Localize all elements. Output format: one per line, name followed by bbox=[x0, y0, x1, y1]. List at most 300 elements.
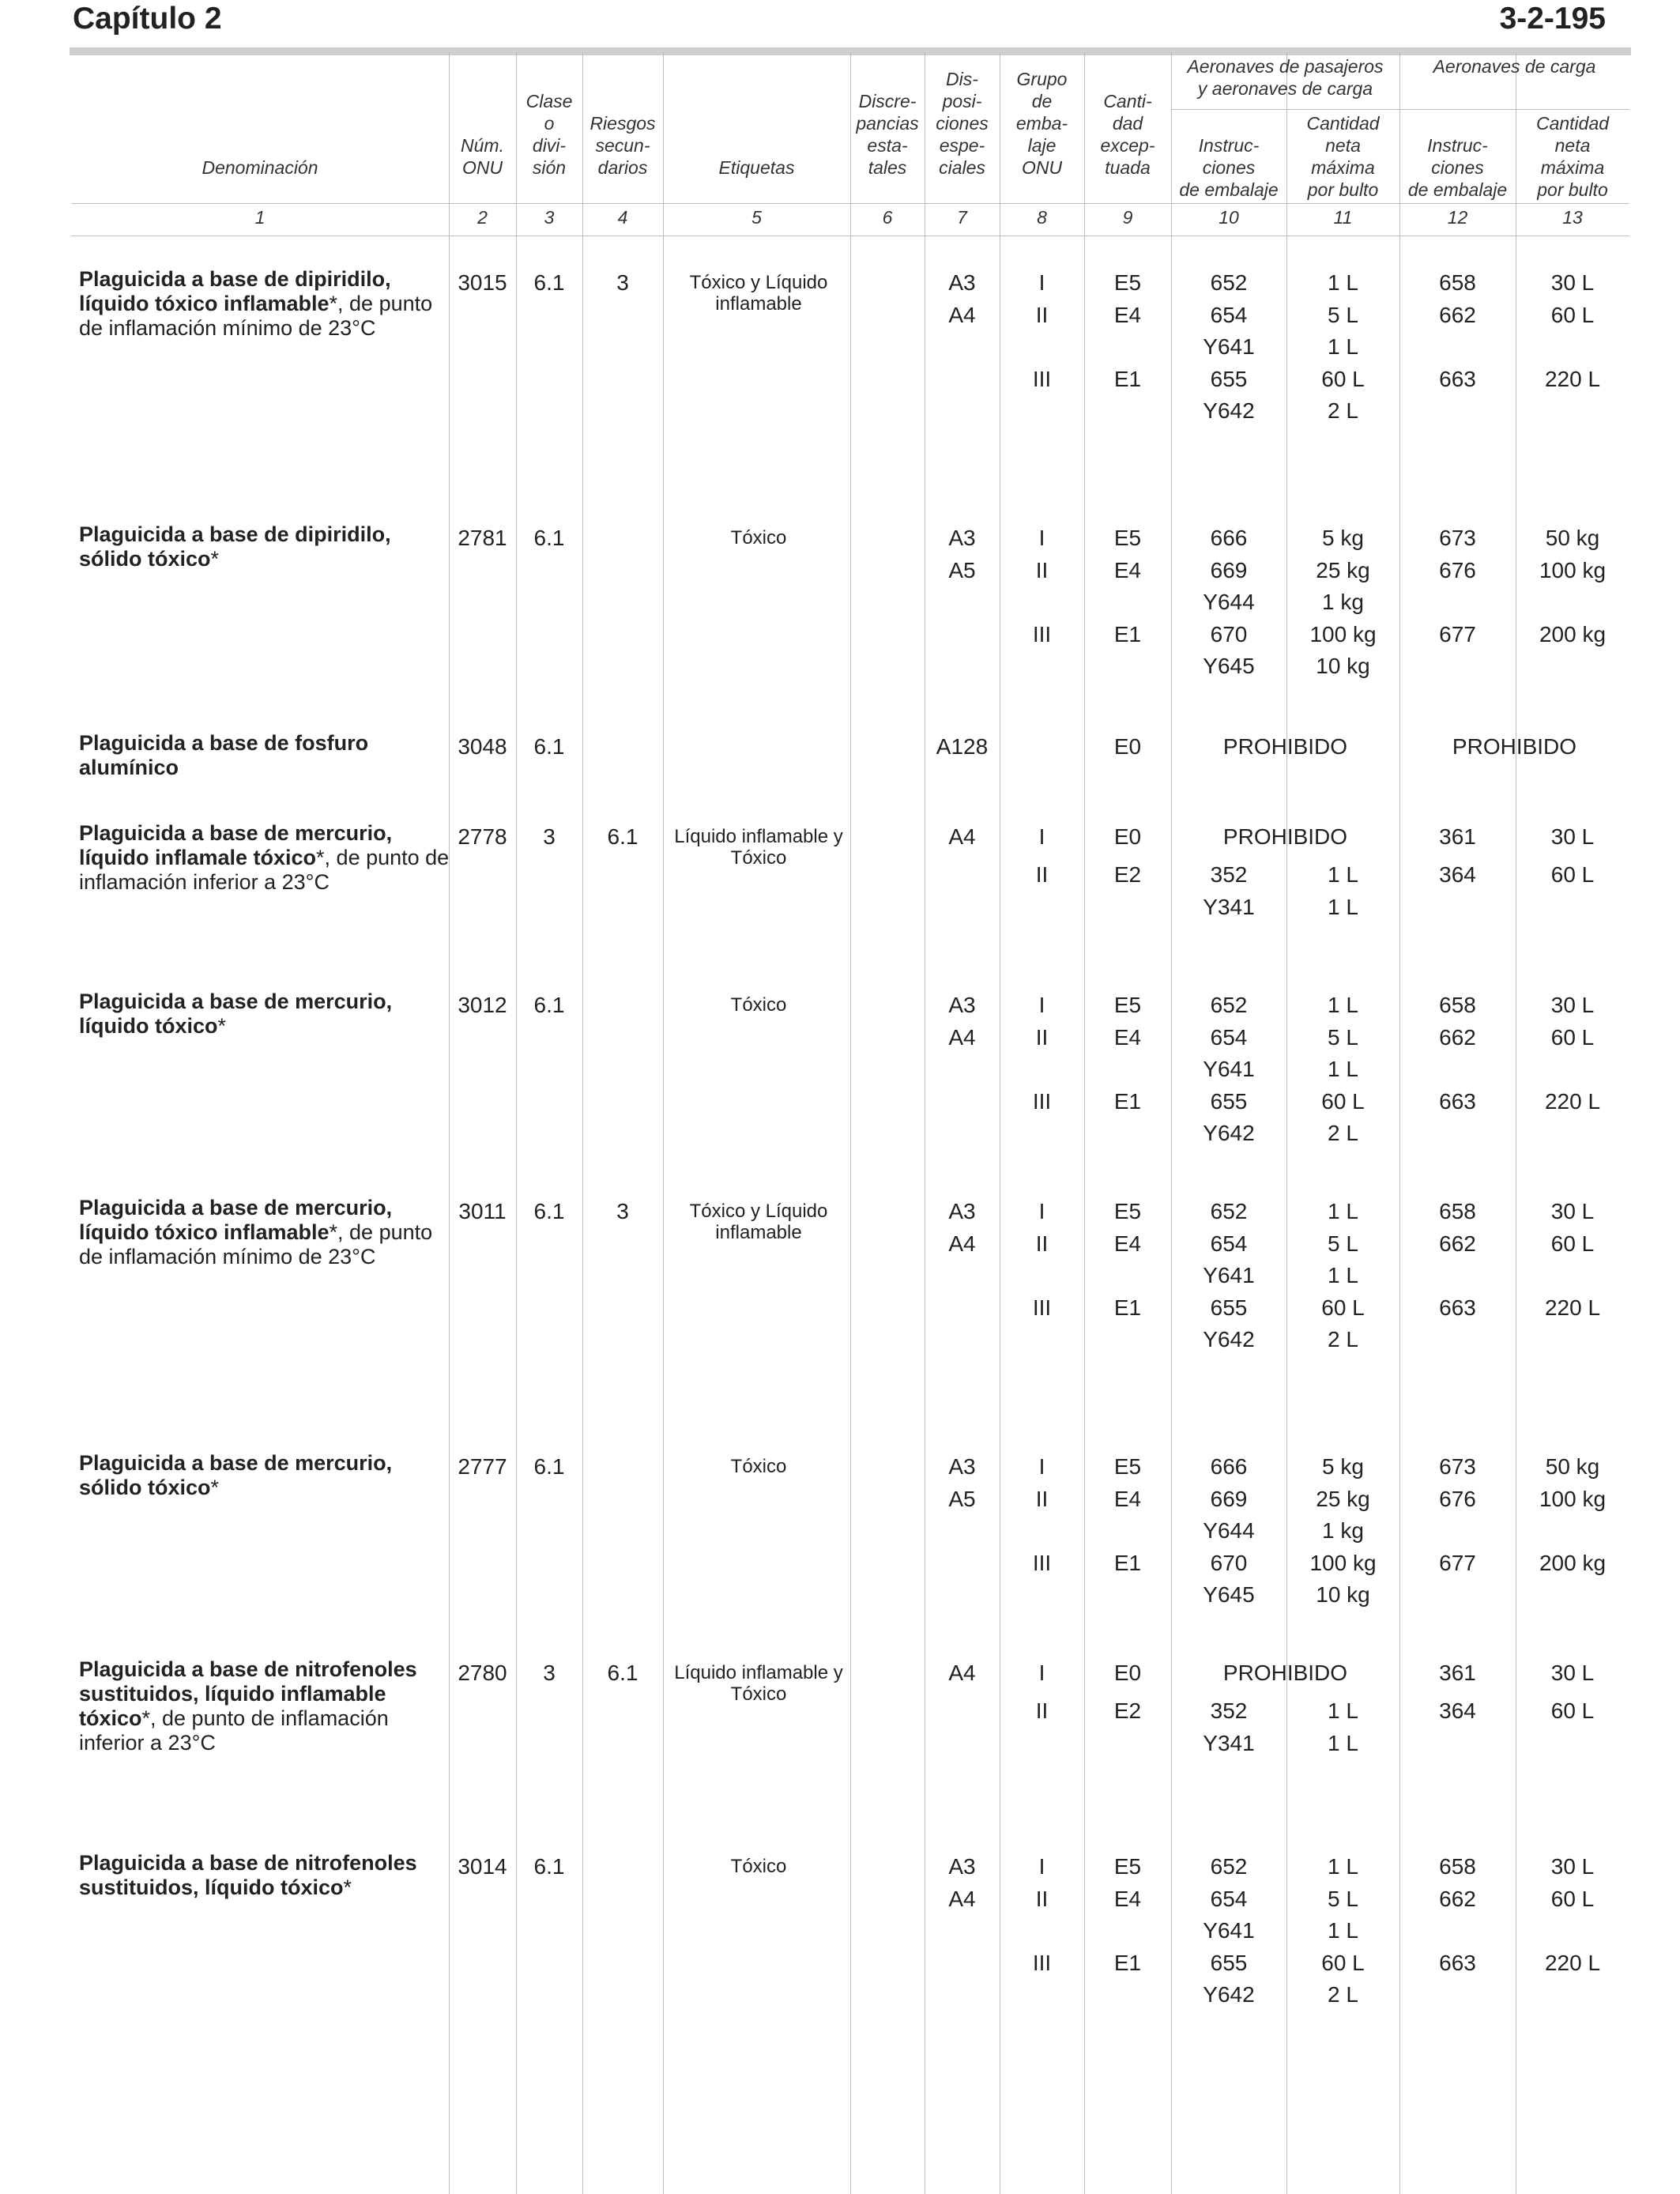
cargo-max-quantity-value bbox=[1516, 395, 1629, 428]
packing-group-value: III bbox=[1032, 1088, 1052, 1114]
packing-group-value bbox=[1000, 1915, 1084, 1947]
excepted-quantity-value bbox=[1084, 1728, 1171, 1760]
subsidiary-risk bbox=[582, 821, 663, 854]
class-division-value: 3 bbox=[543, 1661, 556, 1685]
passenger-packing-instruction-value: Y641 bbox=[1203, 1057, 1255, 1081]
packing-group-value: II bbox=[1035, 557, 1049, 582]
passenger-packing-instruction-value: 654 bbox=[1210, 302, 1248, 327]
header-disposiciones-line: ciales bbox=[939, 157, 985, 178]
subsidiary-risk bbox=[582, 1451, 663, 1483]
cargo-packing-instruction-value: 677 bbox=[1439, 1550, 1476, 1575]
cargo-max-quantity bbox=[1516, 1196, 1629, 1356]
packing-group-value: II bbox=[1035, 302, 1049, 327]
un-number-value: 2780 bbox=[458, 1661, 507, 1685]
passenger-packing-instruction-value: 654 bbox=[1210, 1231, 1248, 1256]
cargo-max-quantity-value: 100 kg bbox=[1539, 557, 1607, 582]
cargo-max-quantity-value: 30 L bbox=[1550, 270, 1595, 295]
excepted-quantity-value: E4 bbox=[1113, 1231, 1142, 1256]
header-grupo-line: ONU bbox=[1021, 157, 1063, 178]
cargo-packing-instruction-value bbox=[1399, 1915, 1516, 1947]
excepted-quantity-value: E1 bbox=[1113, 621, 1142, 647]
header-grupo bbox=[1000, 68, 1084, 179]
substance-name-rest: * bbox=[210, 547, 220, 571]
passenger-packing-instruction-value: 669 bbox=[1210, 1486, 1248, 1511]
excepted-quantity-value bbox=[1084, 586, 1171, 619]
header-discrepancias-line: pancias bbox=[856, 113, 919, 134]
passenger-max-quantity-value: 5 L bbox=[1328, 1886, 1358, 1911]
special-provisions-value: A3 bbox=[948, 1454, 976, 1479]
substance-name-bold: Plaguicida a base de dipiridilo, sólido tóxico bbox=[79, 522, 391, 571]
class-division-value: 6.1 bbox=[533, 993, 565, 1017]
header-denominacion bbox=[71, 156, 449, 179]
un-number bbox=[449, 821, 516, 854]
packing-group-value: II bbox=[1035, 1231, 1049, 1256]
cargo-packing-instruction-value bbox=[1399, 331, 1516, 364]
packing-group-value bbox=[1000, 1324, 1084, 1356]
substance-name-bold: Plaguicida a base de dipiridilo, líquido tóxico inflamable bbox=[79, 267, 391, 315]
passenger-packing-instruction-value: 666 bbox=[1210, 1454, 1248, 1479]
packing-group-value bbox=[1000, 586, 1084, 619]
header-grupo-line: laje bbox=[1027, 135, 1057, 156]
passenger-packing-instruction-value: 352 bbox=[1210, 1698, 1248, 1723]
cargo-packing-instruction-value bbox=[1399, 1324, 1516, 1356]
excepted-quantity-value: E2 bbox=[1113, 1698, 1142, 1723]
packing-group-value: I bbox=[1038, 1661, 1045, 1685]
passenger-max-quantity-value: 5 kg bbox=[1322, 526, 1364, 550]
cargo-max-quantity-value: 220 L bbox=[1544, 1295, 1601, 1320]
class-division-value: 6.1 bbox=[533, 1854, 565, 1879]
substance-name-bold: Plaguicida a base de nitrofenoles sustituidos, líquido inflamable tóxico bbox=[79, 1657, 417, 1730]
packing-group bbox=[1000, 522, 1084, 683]
passenger-max-quantity-value: 1 L bbox=[1328, 1057, 1358, 1081]
passenger-max-quantity-value: 60 L bbox=[1321, 1088, 1365, 1114]
packing-group-value bbox=[1000, 1579, 1084, 1612]
passenger-max-quantity-value: 5 L bbox=[1328, 1024, 1358, 1050]
header-pasajeros-group bbox=[1171, 55, 1399, 100]
excepted-quantity-value bbox=[1084, 892, 1171, 924]
class-division-value: 6.1 bbox=[533, 734, 565, 759]
header-cantidad-exceptuada-line: Canti- bbox=[1103, 91, 1152, 111]
passenger-packing-instruction-value: 655 bbox=[1210, 1088, 1248, 1114]
header-clase-line: Clase bbox=[525, 91, 573, 111]
passenger-max-quantity-value: 1 L bbox=[1328, 1199, 1358, 1223]
un-number bbox=[449, 522, 516, 555]
cargo-max-quantity-value bbox=[1516, 1260, 1629, 1292]
class-division-value: 6.1 bbox=[533, 270, 565, 295]
header-instrucciones-carga-line: Instruc- bbox=[1427, 135, 1488, 156]
excepted-quantity-value bbox=[1084, 331, 1171, 364]
passenger-packing-instruction bbox=[1171, 522, 1286, 683]
column-number: 13 bbox=[1562, 207, 1583, 228]
column-number: 10 bbox=[1219, 207, 1239, 228]
un-number-value: 3012 bbox=[458, 993, 507, 1017]
column-number: 12 bbox=[1447, 207, 1468, 228]
column-number: 9 bbox=[1122, 207, 1133, 228]
cargo-packing-instruction-value: 364 bbox=[1439, 862, 1476, 887]
packing-group-value: II bbox=[1035, 1698, 1049, 1723]
header-carga-group-line: Aeronaves de carga bbox=[1433, 56, 1596, 77]
header-riesgos-line: darios bbox=[597, 157, 648, 178]
excepted-quantity-value: E5 bbox=[1113, 1199, 1142, 1223]
header-cantidad-exceptuada-line: dad bbox=[1112, 113, 1143, 134]
cargo-max-quantity-value bbox=[1516, 1324, 1629, 1356]
excepted-quantity bbox=[1084, 731, 1171, 763]
passenger-packing-instruction-value: 666 bbox=[1210, 526, 1248, 550]
class-division bbox=[516, 821, 582, 854]
cargo-max-quantity-value: 30 L bbox=[1550, 993, 1595, 1017]
packing-group-value bbox=[1000, 1118, 1084, 1150]
un-number bbox=[449, 990, 516, 1022]
packing-group bbox=[1000, 1196, 1084, 1356]
passenger-packing-instruction-value: Y642 bbox=[1203, 1982, 1255, 2007]
passenger-max-quantity-value: 1 kg bbox=[1322, 1518, 1364, 1543]
passenger-packing-instruction-value: Y645 bbox=[1203, 654, 1255, 678]
excepted-quantity-value: E0 bbox=[1113, 824, 1142, 849]
substance-name bbox=[79, 1657, 450, 1755]
packing-group-value: III bbox=[1032, 1950, 1052, 1975]
cargo-max-quantity-value: 60 L bbox=[1550, 1231, 1595, 1256]
special-provisions-value: A128 bbox=[936, 734, 989, 759]
excepted-quantity-value bbox=[1084, 1979, 1171, 2011]
cargo-packing-instruction-value: 658 bbox=[1439, 1854, 1476, 1879]
cargo-max-quantity bbox=[1516, 267, 1629, 428]
excepted-quantity-value: E4 bbox=[1113, 1024, 1142, 1050]
header-grupo-line: Grupo bbox=[1016, 69, 1068, 89]
packing-group bbox=[1000, 267, 1084, 428]
passenger-packing-instruction-value: Y642 bbox=[1203, 398, 1255, 423]
cargo-max-quantity bbox=[1516, 1451, 1629, 1612]
un-number bbox=[449, 267, 516, 300]
class-division bbox=[516, 1657, 582, 1690]
excepted-quantity-value: E5 bbox=[1113, 270, 1142, 295]
substance-name bbox=[79, 731, 450, 780]
column-number: 2 bbox=[477, 207, 488, 228]
cargo-max-quantity-value: 30 L bbox=[1550, 1661, 1595, 1685]
excepted-quantity-value bbox=[1084, 1515, 1171, 1547]
special-provisions bbox=[925, 821, 1000, 854]
subsidiary-risk-value: 6.1 bbox=[607, 824, 638, 849]
excepted-quantity-value: E5 bbox=[1113, 1854, 1142, 1879]
header-num-onu bbox=[449, 134, 516, 179]
packing-group-value: I bbox=[1038, 270, 1045, 295]
subsidiary-risk-value: 6.1 bbox=[607, 1661, 638, 1685]
header-cantidad-exceptuada-line: excep- bbox=[1100, 135, 1155, 156]
cargo-packing-instruction-value: 673 bbox=[1439, 526, 1476, 550]
substance-name bbox=[79, 1851, 450, 1900]
special-provisions bbox=[925, 731, 1000, 763]
special-provisions-value: A4 bbox=[948, 824, 976, 849]
header-clase bbox=[516, 90, 582, 179]
header-denominacion-line: Denominación bbox=[202, 157, 318, 178]
passenger-packing-instruction-value: Y641 bbox=[1203, 1918, 1255, 1943]
excepted-quantity-value bbox=[1084, 395, 1171, 428]
substance-name bbox=[79, 267, 450, 341]
cargo-packing-instruction-value: 361 bbox=[1439, 1661, 1476, 1685]
passenger-packing-instruction-value: Y642 bbox=[1203, 1121, 1255, 1145]
subsidiary-risk-value bbox=[582, 1451, 663, 1483]
class-division bbox=[516, 1851, 582, 1883]
cargo-packing-instruction-value: 676 bbox=[1439, 1486, 1476, 1511]
passenger-max-quantity-value: 10 kg bbox=[1316, 654, 1370, 678]
excepted-quantity bbox=[1084, 1851, 1171, 2011]
header-disposiciones-line: posi- bbox=[942, 91, 982, 111]
labels: Líquido inflamable y Tóxico bbox=[674, 826, 843, 869]
passenger-packing-instruction-value: 652 bbox=[1210, 1854, 1248, 1879]
subsidiary-risk-value bbox=[582, 731, 663, 763]
passenger-packing-instruction-value: Y644 bbox=[1203, 1518, 1255, 1543]
forbidden-cargo: PROHIBIDO bbox=[1452, 734, 1577, 759]
special-provisions-value: A3 bbox=[948, 270, 976, 295]
cargo-packing-instruction bbox=[1399, 522, 1516, 683]
class-division-value: 6.1 bbox=[533, 1199, 565, 1223]
subsidiary-risk bbox=[582, 267, 663, 300]
special-provisions-value: A3 bbox=[948, 1854, 976, 1879]
cargo-max-quantity-value: 50 kg bbox=[1545, 526, 1600, 550]
column-number: 8 bbox=[1037, 207, 1047, 228]
cargo-max-quantity bbox=[1516, 522, 1629, 683]
cargo-max-quantity-value: 30 L bbox=[1550, 824, 1595, 849]
substance-name bbox=[79, 1451, 450, 1500]
special-provisions bbox=[925, 1451, 1000, 1515]
substance-name-rest: * bbox=[210, 1476, 220, 1499]
excepted-quantity-value: E5 bbox=[1113, 993, 1142, 1017]
subsidiary-risk bbox=[582, 1851, 663, 1883]
passenger-max-quantity-value: 1 L bbox=[1328, 1918, 1358, 1943]
excepted-quantity bbox=[1084, 267, 1171, 428]
header-discrepancias-line: Discre- bbox=[858, 91, 917, 111]
substance-name-bold: Plaguicida a base de fosfuro alumínico bbox=[79, 731, 369, 779]
cargo-max-quantity-value: 50 kg bbox=[1545, 1454, 1600, 1479]
cargo-max-quantity-value bbox=[1516, 586, 1629, 619]
class-division bbox=[516, 1196, 582, 1228]
passenger-packing-instruction-value: Y645 bbox=[1203, 1582, 1255, 1607]
cargo-packing-instruction-value: 361 bbox=[1439, 824, 1476, 849]
excepted-quantity-value: E1 bbox=[1113, 1950, 1142, 1975]
substance-name-rest: *, de punto de inflamación inferior a 23°C bbox=[79, 1706, 389, 1755]
excepted-quantity-value bbox=[1084, 1915, 1171, 1947]
passenger-max-quantity bbox=[1286, 267, 1399, 428]
header-riesgos bbox=[582, 112, 663, 179]
excepted-quantity-value bbox=[1084, 1054, 1171, 1086]
cargo-packing-instruction bbox=[1399, 1695, 1516, 1759]
cargo-max-quantity-value bbox=[1516, 1979, 1629, 2011]
cargo-packing-instruction-value: 677 bbox=[1439, 621, 1476, 647]
passenger-max-quantity-value: 60 L bbox=[1321, 1950, 1365, 1975]
cargo-max-quantity-value: 60 L bbox=[1550, 1886, 1595, 1911]
excepted-quantity-value: E4 bbox=[1113, 557, 1142, 582]
header-riesgos-line: secun- bbox=[595, 135, 650, 156]
cargo-max-quantity bbox=[1516, 821, 1629, 854]
passenger-max-quantity-value: 2 L bbox=[1328, 398, 1358, 423]
un-number-value: 3048 bbox=[458, 734, 507, 759]
cargo-max-quantity-value bbox=[1516, 650, 1629, 683]
passenger-max-quantity-value: 5 L bbox=[1328, 302, 1358, 327]
substance-name bbox=[79, 522, 450, 571]
header-cantidad-carga-line: neta bbox=[1554, 135, 1591, 156]
cargo-packing-instruction-value bbox=[1399, 1118, 1516, 1150]
cargo-packing-instruction bbox=[1399, 1851, 1516, 2011]
un-number bbox=[449, 1851, 516, 1883]
excepted-quantity-value: E4 bbox=[1113, 1886, 1142, 1911]
excepted-quantity-value: E1 bbox=[1113, 366, 1142, 391]
subsidiary-risk bbox=[582, 990, 663, 1022]
special-provisions bbox=[925, 1657, 1000, 1690]
cargo-packing-instruction-value bbox=[1399, 1728, 1516, 1760]
cargo-packing-instruction-value: 662 bbox=[1439, 1886, 1476, 1911]
cargo-max-quantity-value: 200 kg bbox=[1539, 621, 1607, 647]
packing-group bbox=[1000, 1451, 1084, 1612]
excepted-quantity-value: E1 bbox=[1113, 1088, 1142, 1114]
header-instrucciones-pasajeros bbox=[1171, 134, 1286, 201]
forbidden-passenger: PROHIBIDO bbox=[1222, 734, 1348, 759]
substance-name bbox=[79, 821, 450, 895]
passenger-max-quantity-value: 10 kg bbox=[1316, 1582, 1370, 1607]
column-number: 3 bbox=[544, 207, 555, 228]
cargo-packing-instruction-value: 676 bbox=[1439, 557, 1476, 582]
passenger-max-quantity-value: 1 L bbox=[1328, 1854, 1358, 1879]
subsidiary-risk bbox=[582, 731, 663, 763]
passenger-max-quantity-value: 60 L bbox=[1321, 366, 1365, 391]
cargo-max-quantity-value: 100 kg bbox=[1539, 1486, 1607, 1511]
packing-group-value: II bbox=[1035, 1024, 1049, 1050]
passenger-packing-instruction-value: Y641 bbox=[1203, 334, 1255, 359]
excepted-quantity-value bbox=[1084, 650, 1171, 683]
cargo-max-quantity bbox=[1516, 859, 1629, 923]
header-num-onu-line: ONU bbox=[461, 157, 503, 178]
special-provisions-value: A3 bbox=[948, 526, 976, 550]
excepted-quantity-value: E0 bbox=[1113, 734, 1142, 759]
labels: Tóxico bbox=[730, 994, 787, 1016]
passenger-packing-instruction-value: 655 bbox=[1210, 1950, 1248, 1975]
chapter-title: Capítulo 2 bbox=[73, 2, 222, 36]
substance-name-bold: Plaguicida a base de nitrofenoles sustituidos, líquido tóxico bbox=[79, 1851, 417, 1899]
passenger-packing-instruction-value: Y642 bbox=[1203, 1327, 1255, 1351]
column-number: 5 bbox=[751, 207, 762, 228]
un-number-value: 2778 bbox=[458, 824, 507, 849]
passenger-packing-instruction-value: 655 bbox=[1210, 1295, 1248, 1320]
passenger-max-quantity bbox=[1286, 990, 1399, 1150]
passenger-max-quantity-value: 1 L bbox=[1328, 1698, 1358, 1723]
header-grupo-line: emba- bbox=[1015, 113, 1068, 134]
cargo-packing-instruction bbox=[1399, 1451, 1516, 1612]
excepted-quantity-value bbox=[1084, 1260, 1171, 1292]
header-discrepancias bbox=[850, 90, 925, 179]
packing-group bbox=[1000, 1851, 1084, 2011]
passenger-max-quantity-value: 1 L bbox=[1328, 993, 1358, 1017]
cargo-max-quantity-value bbox=[1516, 1054, 1629, 1086]
cargo-packing-instruction bbox=[1399, 859, 1516, 923]
substance-name-bold: Plaguicida a base de mercurio, líquido tóxico bbox=[79, 990, 393, 1038]
substance-name-rest: * bbox=[343, 1875, 352, 1899]
cargo-max-quantity-value: 60 L bbox=[1550, 1024, 1595, 1050]
cargo-max-quantity-value: 220 L bbox=[1544, 366, 1601, 391]
subsidiary-risk-value: 3 bbox=[616, 1199, 629, 1223]
packing-group-value bbox=[1000, 395, 1084, 428]
subsidiary-risk-value bbox=[582, 990, 663, 1022]
passenger-max-quantity-value: 1 L bbox=[1328, 1730, 1358, 1755]
header-cantidad-exceptuada-line: tuada bbox=[1105, 157, 1151, 178]
cargo-packing-instruction-value bbox=[1399, 1979, 1516, 2011]
labels: Tóxico y Líquido inflamable bbox=[689, 1201, 828, 1243]
packing-group-value bbox=[1000, 331, 1084, 364]
passenger-packing-instruction-value: 652 bbox=[1210, 1199, 1248, 1223]
labels: Tóxico bbox=[730, 527, 787, 548]
subsidiary-risk-value bbox=[582, 522, 663, 555]
header-disposiciones-line: Dis- bbox=[946, 69, 978, 89]
passenger-packing-instruction-value: Y341 bbox=[1203, 894, 1255, 919]
packing-group-value: III bbox=[1032, 621, 1052, 647]
special-provisions bbox=[925, 267, 1000, 331]
header-clase-line: o bbox=[544, 113, 555, 134]
packing-group-value: II bbox=[1035, 1486, 1049, 1511]
cargo-packing-instruction-value bbox=[1399, 1054, 1516, 1086]
packing-group-value: III bbox=[1032, 1550, 1052, 1575]
header-grupo-line: de bbox=[1031, 91, 1053, 111]
cargo-packing-instruction bbox=[1399, 1196, 1516, 1356]
header-cantidad-carga-line: por bulto bbox=[1537, 179, 1608, 200]
header-riesgos-line: Riesgos bbox=[590, 113, 656, 134]
cargo-packing-instruction bbox=[1399, 821, 1516, 854]
header-cantidad-pasajeros-line: Cantidad bbox=[1306, 113, 1380, 134]
cargo-packing-instruction-value: 658 bbox=[1439, 270, 1476, 295]
excepted-quantity-value bbox=[1084, 1118, 1171, 1150]
header-cantidad-exceptuada bbox=[1084, 90, 1171, 179]
cargo-max-quantity-value bbox=[1516, 1118, 1629, 1150]
passenger-packing-instruction bbox=[1171, 859, 1286, 923]
passenger-packing-instruction-value: 652 bbox=[1210, 993, 1248, 1017]
excepted-quantity bbox=[1084, 1451, 1171, 1612]
passenger-packing-instruction bbox=[1171, 990, 1286, 1150]
passenger-packing-instruction-value: Y641 bbox=[1203, 1263, 1255, 1287]
special-provisions-value: A3 bbox=[948, 1199, 976, 1223]
cargo-packing-instruction-value: 673 bbox=[1439, 1454, 1476, 1479]
substance-name-rest: *, de punto de inflamación inferior a 23°C bbox=[79, 846, 450, 894]
packing-group-value: I bbox=[1038, 1454, 1045, 1479]
passenger-packing-instruction bbox=[1171, 1695, 1286, 1759]
packing-group-value bbox=[1000, 1979, 1084, 2011]
row-divider bbox=[71, 203, 1629, 204]
class-division bbox=[516, 1451, 582, 1483]
packing-group-value: III bbox=[1032, 1295, 1052, 1320]
cargo-packing-instruction-value bbox=[1399, 1515, 1516, 1547]
header-cantidad-pasajeros bbox=[1286, 112, 1399, 201]
column-number: 6 bbox=[882, 207, 893, 228]
packing-group-value bbox=[1000, 1260, 1084, 1292]
passenger-packing-instruction-value: 652 bbox=[1210, 270, 1248, 295]
cargo-max-quantity bbox=[1516, 1851, 1629, 2011]
packing-group-value bbox=[1000, 1054, 1084, 1086]
special-provisions-value: A4 bbox=[948, 1886, 976, 1911]
header-disposiciones-line: espe- bbox=[939, 135, 985, 156]
header-etiquetas bbox=[663, 156, 850, 179]
special-provisions-value: A4 bbox=[948, 1661, 976, 1685]
packing-group-value: I bbox=[1038, 1854, 1045, 1879]
cargo-packing-instruction-value bbox=[1399, 1579, 1516, 1612]
passenger-max-quantity-value: 60 L bbox=[1321, 1295, 1365, 1320]
header-disposiciones bbox=[925, 68, 1000, 179]
cargo-max-quantity-value: 30 L bbox=[1550, 1854, 1595, 1879]
passenger-max-quantity bbox=[1286, 1851, 1399, 2011]
cargo-max-quantity-value: 60 L bbox=[1550, 302, 1595, 327]
un-number-value: 2781 bbox=[458, 526, 507, 550]
un-number-value: 3015 bbox=[458, 270, 507, 295]
subsidiary-risk bbox=[582, 522, 663, 555]
special-provisions-value: A5 bbox=[948, 557, 976, 582]
header-cantidad-pasajeros-line: máxima bbox=[1311, 157, 1375, 178]
column-number: 7 bbox=[957, 207, 967, 228]
cargo-packing-instruction-value: 662 bbox=[1439, 1024, 1476, 1050]
packing-group-value: III bbox=[1032, 366, 1052, 391]
